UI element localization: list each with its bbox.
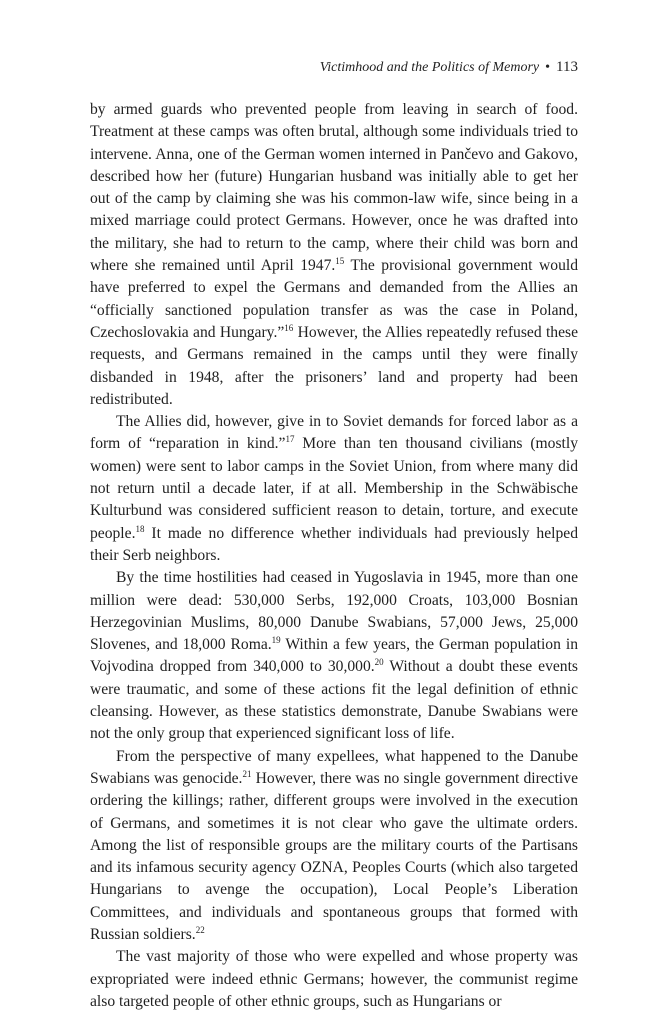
- text-run: The vast majority of those who were expelled and whose property was expropriated were indeed ethnic Germans; however, the communist regime also targeted people of other ethnic groups, such as Hungarians or: [90, 948, 578, 1010]
- running-title: Victimhood and the Politics of Memory: [319, 60, 540, 75]
- text-run: However, the Allies repeatedly refused these requests, and Germans remained in the camps until they were finally disbanded in 1948, after the prisoners’ land and property had been redistributed.: [90, 323, 579, 408]
- text-run: The Allies did, however, give in to Soviet demands for forced labor as a form of “reparation in kind.”: [90, 413, 578, 453]
- paragraph: [90, 567, 578, 745]
- footnote-ref[interactable]: 15: [335, 255, 345, 266]
- footnote-ref[interactable]: 21: [242, 768, 252, 779]
- text-run: Without a doubt these events were traumatic, and some of these actions fit the legal definition of ethnic cleansing. However, as these statistics demonstrate, Danube Swabians were not the only group that experienced significant loss of life.: [90, 658, 578, 743]
- footnote-ref[interactable]: 19: [271, 634, 281, 645]
- text-run: The provisional government would have preferred to expel the Germans and demanded from the Allies an “officially sanctioned population transfer as was the case in Poland, Czechoslovakia and Hungary.”: [90, 257, 578, 341]
- paragraph: [90, 411, 578, 567]
- footnote-ref[interactable]: 18: [135, 523, 145, 534]
- text-run: More than ten thousand civilians (mostly women) were sent to labor camps in the Soviet Union, from where many did not return until a decade later, if at all. Membership in the Schwäbische Kulturbund was considered sufficient reason to detain, torture, and execute people.: [90, 435, 578, 542]
- header-bullet: •: [545, 60, 551, 75]
- body-text: [90, 99, 578, 1013]
- footnote-ref[interactable]: 22: [195, 924, 205, 935]
- paragraph: [90, 746, 578, 947]
- text-run: It made no difference whether individuals had previously helped their Serb neighbors.: [90, 524, 578, 564]
- text-run: By the time hostilities had ceased in Yugoslavia in 1945, more than one million were dead: 530,000 Serbs, 192,000 Croats, 103,000 Bosnian Herzegovinian Muslims, 80,000 Danube Swabians, 57,000 Jews, 25,000 Slovenes, and 18,000 Roma.: [90, 569, 578, 654]
- footnote-ref[interactable]: 17: [285, 434, 295, 445]
- book-page: [90, 58, 578, 1013]
- running-head: [90, 58, 578, 77]
- paragraph: [90, 99, 578, 411]
- text-run: From the perspective of many expellees, what happened to the Danube Swabians was genocide.: [90, 747, 578, 787]
- footnote-ref[interactable]: 16: [284, 322, 294, 333]
- paragraph: [90, 946, 578, 1013]
- text-run: Within a few years, the German population in Vojvodina dropped from 340,000 to 30,000.: [90, 636, 578, 676]
- footnote-ref[interactable]: 20: [374, 657, 384, 668]
- text-run: by armed guards who prevented people from leaving in search of food. Treatment at these camps was often brutal, although some individuals tried to intervene. Anna, one of the German women interned in Pančevo and Gakovo, described how her (future) Hungarian husband was initially able to get her out of the camp by claiming she was his common-law wife, since being in a mixed marriage could protect Germans. However, once he was drafted into the military, she had to return to the camp, where their child was born and where she remained until April 1947.: [90, 101, 578, 275]
- page-number: 113: [556, 59, 578, 75]
- text-run: However, there was no single government directive ordering the killings; rather, different groups were involved in the execution of Germans, and sometimes it is not clear who gave the ultimate orders. Among the list of responsible groups are the military courts of the Partisans and its infamous security agency OZNA, Peoples Courts (which also targeted Hungarians to avenge the occupation), Local People’s Liberation Committees, and individuals and spontaneous groups that formed with Russian soldiers.: [90, 769, 578, 943]
